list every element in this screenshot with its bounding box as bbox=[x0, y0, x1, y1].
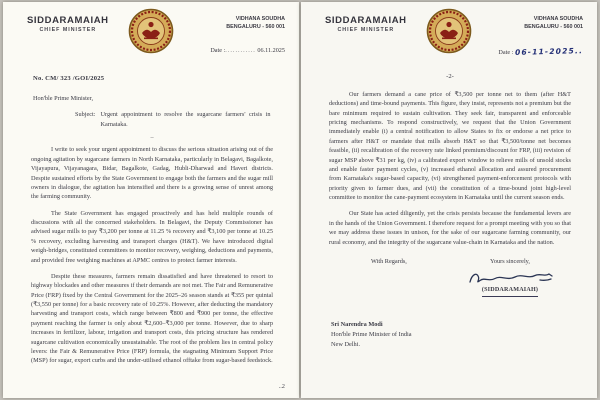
signatory-name: (SIDDARAMAIAH) bbox=[482, 286, 538, 297]
date-value: 06.11.2025 bbox=[257, 47, 285, 54]
letterhead-sender bbox=[325, 15, 407, 33]
paragraph: I write to seek your urgent appointment to discuss the serious situation arising out of the ongoing agitation by sugarcane farmers in North Karnataka, particularly in Belagavi, Bagalkote, Vijayapura, Vijayanagara, Bidar, Bagalkote, Gadag, Hubli-Dharwad and Haveri districts. Despite sustained efforts by the State Government to engage both the farmers and the sugar mill owners in dialogue, the agitation has intensified and there is a growing sense of unrest among the farming community. bbox=[31, 146, 273, 201]
sign-off-text: Yours sincerely, bbox=[490, 257, 530, 265]
recipient-name: Sri Narendra Modi bbox=[331, 321, 383, 328]
subject-text: Urgent appointment to resolve the sugarcane farmers' crisis in Karnataka. bbox=[100, 111, 271, 128]
sender-title: CHIEF MINISTER bbox=[337, 27, 395, 33]
recipient-title: Hon'ble Prime Minister of India bbox=[331, 330, 412, 338]
subject-label: Subject: bbox=[75, 111, 96, 119]
closing-row bbox=[329, 257, 571, 298]
sender-name: SIDDARAMAIAH bbox=[325, 15, 407, 26]
letterhead-address bbox=[226, 15, 285, 31]
subject-dash: – bbox=[150, 134, 154, 142]
paragraph: Our farmers demand a cane price of ₹3,500 per tonne net to them (after H&T deductions) and time-bound payments. This figure, they insist, represents not a premium but the bare minimum required to sustain cultivation. They seek fair, transparent and enforceable pricing mechanisms. To respond constructively, we request that the Union Government immediately enable (i) a central notification to allow States to fix or endorse a net price to farmers after H&T or mandate that mills absorb H&T so that ₹3,500/tonne net becomes feasible, (ii) recalibration of the recovery rate linked premium/discount for FRP, (iii) revision of sugar MSP above ₹31 per kg, (iv) a calibrated export window to relieve mills of unsold stocks and enable faster payment cycles, (v) increased ethanol allocation and assured procurement from Karnataka's sugar-based capacity, (vi) strengthened payment-enforcement protocols with priority given to farmer dues, and (vii) the constitution of a time-bound joint high-level committee to monitor the cane-payment ecosystem in Karnataka until the current season ends. bbox=[329, 90, 571, 202]
salutation: Hon'ble Prime Minister, bbox=[33, 94, 94, 102]
letter-page-2 bbox=[301, 2, 597, 398]
signature-icon bbox=[466, 267, 554, 287]
office-line-1: VIDHANA SOUDHA bbox=[533, 16, 583, 22]
reference-number: No. CM/ 323 /GOI/2025 bbox=[33, 75, 105, 82]
continuation-marker: ..2 bbox=[278, 383, 285, 390]
date-label: Date : bbox=[210, 47, 226, 54]
office-line-2: BENGALURU - 560 001 bbox=[524, 24, 583, 31]
page2-body bbox=[301, 64, 597, 297]
page1-body bbox=[3, 64, 299, 366]
date-line bbox=[498, 47, 583, 56]
letterhead-sender bbox=[27, 15, 109, 33]
recipient-block bbox=[331, 320, 412, 349]
date-label: Date : bbox=[498, 49, 514, 56]
paragraph: Despite these measures, farmers remain dissatisfied and have threatened to resort to highway blockades and other measures if their demands are not met. The Fair and Remunerative Price (FRP) fixed by the Central Government for the 2025–26 season stands at ₹355 per quintal (₹3,550 per tonne) for a basic recovery rate of 10.25%. However, after deducting the mandatory harvesting and transport costs, which range between ₹800 and ₹900 per tonne, the effective payment reaching the farmer is only about ₹2,600–₹3,000 per tonne. However, due to sharp increases in fertilizer, labour, irrigation and transport costs, this pricing structure has rendered sugarcane cultivation economically unsustainable. The root of the problem lies in central policy levers: the Fair & Remunerative Price (FRP) formula, the stagnating Minimum Support Price (MSP) for sugar, export curbs and the under-utilised ethanol offtake from sugar-based feedstock. bbox=[31, 272, 273, 365]
letterhead-address bbox=[524, 15, 583, 31]
paragraph: The State Government has engaged proactively and has held multiple rounds of discussions with all the concerned stakeholders. In Belagavi, the Deputy Commissioner has advised sugar mills to pay ₹3,200 per tonne at 11.25 % recovery and ₹3,100 per tonne at 10.25 % recovery, excluding harvesting and transport charges (H&T). We have introduced digital weigh-bridges, constituted committees to monitor recovery, weighing, deductions and payments, and provided free weighing machines at APMC centres to protect farmer interests. bbox=[31, 209, 273, 264]
paragraph: Our State has acted diligently, yet the crisis persists because the fundamental levers are in the hands of the Union Government. I therefore request for a prompt meeting with you so that we may address these issues in unison, for the sake of our sugarcane farming community, our rural economy, and the integrity of the sugarcane value-chain in Karnataka and the nation. bbox=[329, 210, 571, 246]
karnataka-government-seal-icon bbox=[426, 8, 472, 59]
letterhead bbox=[3, 2, 299, 64]
signoff-block bbox=[455, 257, 565, 298]
regards-text: With Regards, bbox=[371, 257, 407, 265]
recipient-city: New Delhi. bbox=[331, 340, 361, 348]
letter-page-1 bbox=[3, 2, 299, 398]
subject-line bbox=[75, 110, 283, 129]
date-dots: ............ bbox=[225, 47, 256, 54]
handwritten-date: 06-11-2025.. bbox=[514, 46, 584, 57]
sender-title: CHIEF MINISTER bbox=[39, 27, 97, 33]
office-line-2: BENGALURU - 560 001 bbox=[226, 24, 285, 31]
sender-name: SIDDARAMAIAH bbox=[27, 15, 109, 26]
letterhead bbox=[301, 2, 597, 64]
karnataka-government-seal-icon bbox=[128, 8, 174, 59]
office-line-1: VIDHANA SOUDHA bbox=[235, 16, 285, 22]
date-line bbox=[210, 47, 285, 54]
page-number: -2- bbox=[446, 73, 454, 80]
